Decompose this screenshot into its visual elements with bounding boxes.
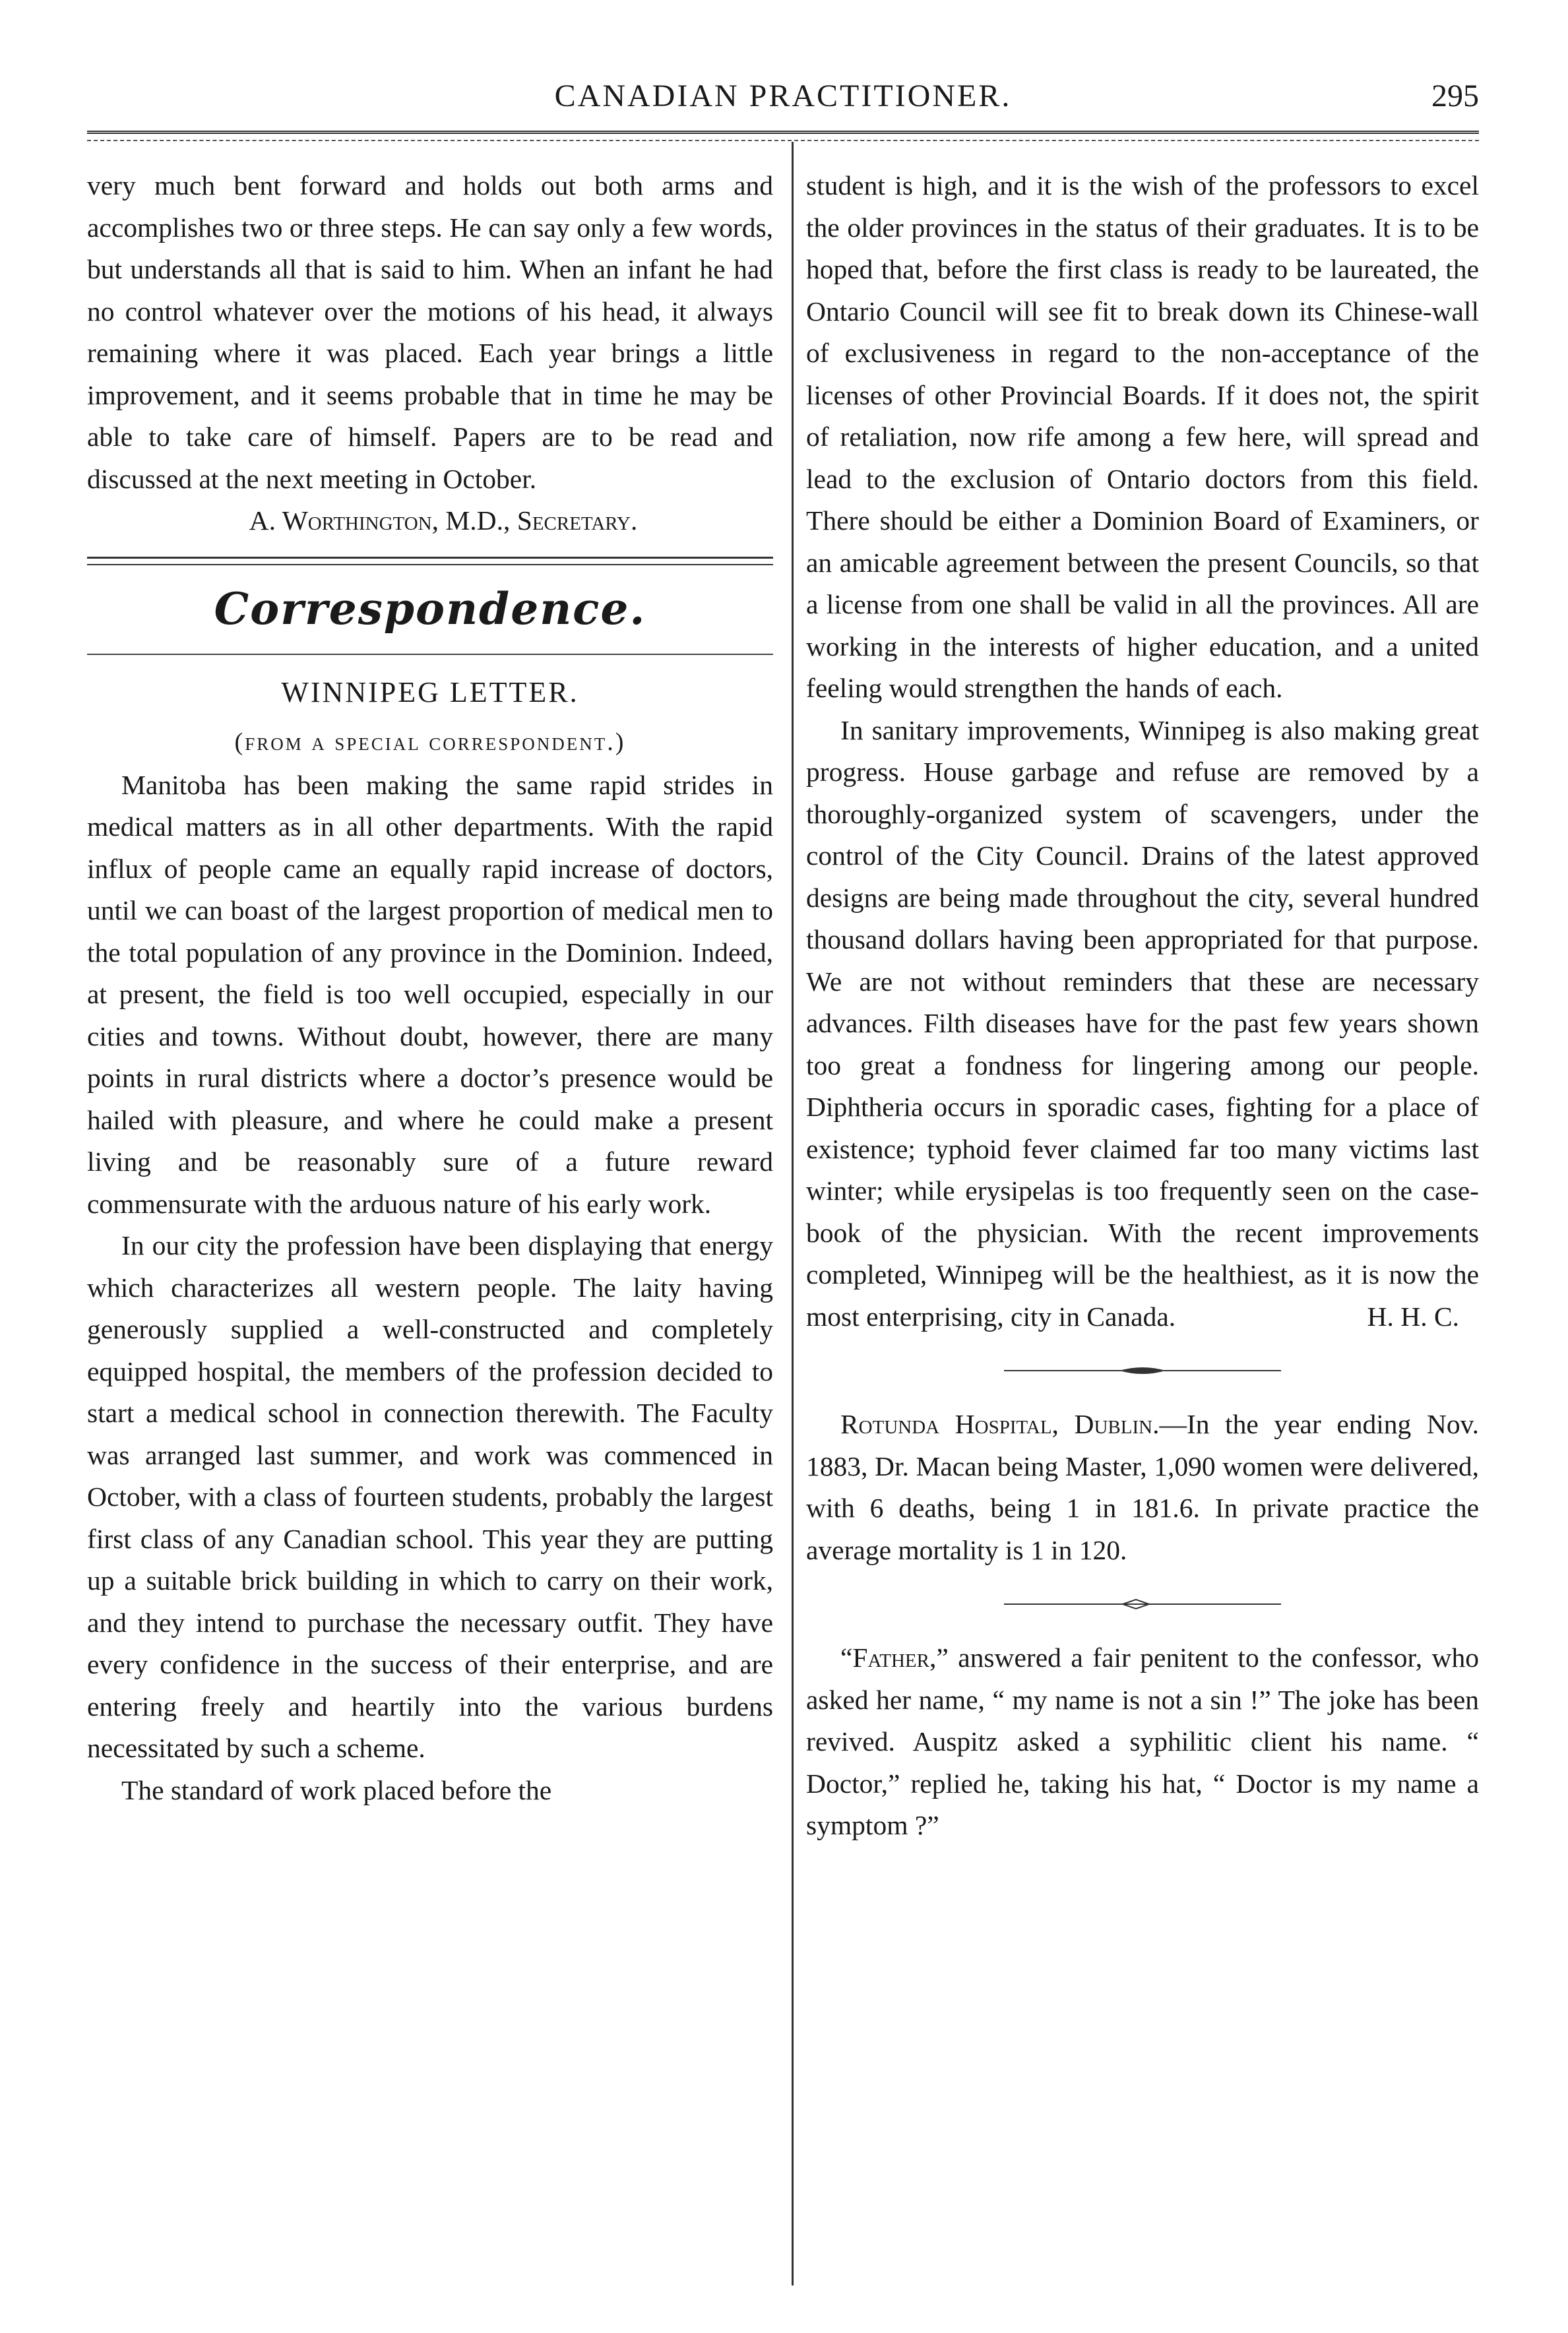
article-subtitle: (from a special correspondent.): [234, 728, 626, 756]
secretary-signature: A. Worthington, M.D., Secretary.: [249, 505, 638, 536]
section-rule-top-2: [87, 564, 773, 565]
page-number: 295: [1431, 78, 1479, 113]
rotunda-paragraph: [806, 1404, 1479, 1571]
section-heading: Correspondence.: [214, 582, 646, 635]
ornament-divider-2: [1004, 1598, 1281, 1611]
left-paragraph-2: Manitoba has been making the same rapid strides in medical matters as in all other departments. With the rapid influx of people came an equally rapid increase of doctors, until we can boast of the largest proportion of medical men to the total population of any province in the Dominion. Indeed, at present, the field is too well occupied, especially in our cities and towns. Without doubt, however, there are many points in rural districts where a doctor’s presence would be hailed with pleasure, and where he could make a present living and be reasonably sure of a future reward commensurate with the arduous nature of his early work.: [87, 769, 773, 1219]
section-rule-top: [87, 557, 773, 559]
left-paragraph-3: In our city the profession have been displaying that energy which characterizes all western people. The laity having generously supplied a well-constructed and completely equipped hospital, the members of the profession decided to start a medical school in connection therewith. The Faculty was arranged last summer, and work was commenced in October, with a class of fourteen students, probably the largest first class of any Canadian school. This year they are putting up a suitable brick building in which to carry on their work, and they intend to purchase the necessary outfit. They have every confidence in the success of their enterprise, and are entering freely and heartily into the various burdens necessitated by such a scheme.: [87, 1230, 773, 1763]
running-head: [87, 78, 1479, 131]
father-word: Father,: [852, 1642, 937, 1673]
right-column: [806, 165, 1479, 1847]
running-title: CANADIAN PRACTITIONER.: [554, 78, 1012, 113]
left-paragraph-4: The standard of work placed before the: [121, 1774, 552, 1805]
section-rule-bottom: [87, 654, 773, 655]
sanitary-text: In sanitary improvements, Winnipeg is also making great progress. House garbage and refuse are removed by a thoroughly-organized system of scavengers, under the control of the City Council. Drains of the latest approved designs are being made throughout the city, several hundred thousand dollars having been appropriated for that purpose. We are not without reminders that these are necessary advances. Filth diseases have for the past few years shown too great a fondness for lingering among our people. Diphtheria occurs in sporadic cases, fighting for a place of existence; typhoid fever claimed far too many victims last winter; while erysipelas is too frequently seen on the case-book of the physician. With the recent improvements completed, Winnipeg will be the healthiest, as it is now the most enterprising, city in Canada.: [806, 714, 1479, 1332]
father-body: ” answered a fair penitent to the confessor, who asked her name, “ my name is not a sin !” The joke has been revived. Auspitz asked a syphilitic client his name. “ Doctor,” replied he, taking his hat, “ Doctor is my name a symptom ?”: [806, 1642, 1479, 1840]
father-paragraph: [806, 1637, 1479, 1847]
header-rule: [87, 131, 1479, 134]
father-quote-open: “: [840, 1642, 853, 1673]
header-rule-dashed: [87, 140, 1479, 141]
ornament-divider-1: [1004, 1364, 1281, 1377]
left-paragraph-1: very much bent forward and holds out both arms and accomplishes two or three steps. He can say only a few words, but understands all that is said to him. When an infant he had no control whatever over the motions of his head, it always remaining where it was placed. Each year brings a little improvement, and it seems probable that in time he may be able to take care of himself. Papers are to be read and discussed at the next meeting in October.: [87, 170, 773, 494]
rotunda-body: —In the year ending Nov. 1883, Dr. Macan being Master, 1,090 women were delivered, with 6 deaths, being 1 in 181.6. In private practice the average mortality is 1 in 120.: [806, 1409, 1480, 1565]
left-column: [87, 165, 773, 1811]
rotunda-title: Rotunda Hospital, Dublin.: [840, 1409, 1160, 1439]
right-paragraph-1: student is high, and it is the wish of the professors to excel the older provinces in the status of their graduates. It is to be hoped that, before the first class is ready to be laureated, the Ontario Council will see fit to break down its Chinese-wall of exclusiveness in regard to the non-acceptance of the licenses of other Provincial Boards. If it does not, the spirit of retaliation, now rife among a few here, will spread and lead to the exclusion of Ontario doctors from this field. There should be either a Dominion Board of Examiners, or an amicable agreement between the present Councils, so that a license from one shall be valid in all the provinces. All are working in the interests of higher education, and a united feeling would strengthen the hands of each.: [806, 170, 1479, 703]
correspondent-initials: H. H. C.: [1367, 1301, 1459, 1332]
article-title: WINNIPEG LETTER.: [281, 675, 579, 708]
right-paragraph-2: [806, 710, 1479, 1338]
column-divider: [792, 142, 794, 2286]
